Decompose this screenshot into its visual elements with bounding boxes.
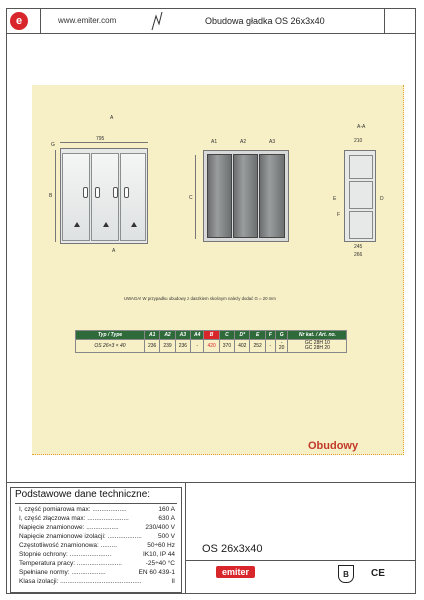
tech-data-box <box>10 487 182 593</box>
section-mid-compartment <box>349 181 373 209</box>
section-view <box>344 150 376 242</box>
door-handle-icon <box>95 187 100 198</box>
section-title: A-A <box>357 124 366 130</box>
front-height-label: B <box>49 193 53 199</box>
tech-row-label: Stopnie ochrony: ....................... <box>19 551 112 558</box>
front-door-2 <box>91 153 119 241</box>
emiter-logo-icon: e <box>10 12 28 30</box>
tech-row-value: EN 60 439-1 <box>138 569 175 576</box>
cell-a3: 236 <box>175 340 190 353</box>
section-bottom-dim-2: 266 <box>354 252 363 258</box>
cell-art-no <box>288 340 347 353</box>
side-label-a3: A3 <box>269 139 276 145</box>
section-mark-top: A <box>110 115 114 121</box>
side-panel-2 <box>233 154 258 238</box>
tech-row-value: 50÷60 Hz <box>147 542 175 549</box>
header-e: E <box>250 331 265 340</box>
footer-divider <box>6 482 416 483</box>
section-top-dim: 210 <box>354 138 363 144</box>
cell-type: OS 26×3 × 40 <box>76 340 145 353</box>
cell-a2: 239 <box>160 340 175 353</box>
side-label-a1: A1 <box>211 139 218 145</box>
tech-row-value: 160 A <box>158 506 175 513</box>
drawing-border-right <box>403 85 404 455</box>
side-height-label: C <box>189 195 193 201</box>
header-divider <box>6 33 416 34</box>
side-label-a2: A2 <box>240 139 247 145</box>
section-mark-bottom: A <box>112 248 116 254</box>
header-c: C <box>219 331 234 340</box>
section-upper-compartment <box>349 155 373 179</box>
category-label: Obudowy <box>308 440 359 452</box>
footer-inner-divider <box>185 560 416 561</box>
cell-c: 370 <box>219 340 234 353</box>
cell-a1: 236 <box>145 340 160 353</box>
front-door-3 <box>120 153 146 241</box>
cell-e: 252 <box>250 340 265 353</box>
cell-a4: - <box>191 340 204 353</box>
front-height-dim-line <box>55 150 56 242</box>
cell-f: - <box>265 340 275 353</box>
cell-d: 402 <box>235 340 250 353</box>
front-width-dim-line <box>60 142 148 143</box>
header-b: B <box>204 331 219 340</box>
drawing-note: UWAGA! W przypadku obudowy z daszkiem skośnym należy dodać G = 20 mm <box>124 296 276 301</box>
art-number-2: GC 28H 20 <box>304 345 330 351</box>
footer-vertical-divider <box>185 482 186 594</box>
tech-row-label: Napięcie znamionowe izolacji: ................... <box>19 533 142 540</box>
cell-b: 420 <box>204 340 219 353</box>
tech-row-label: I, część pomiarowa max: ................... <box>19 506 127 513</box>
tech-row-value: IK10, IP 44 <box>142 551 175 558</box>
tech-row-label: Spełniane normy: ................... <box>19 569 106 576</box>
tech-row-label: Klasa izolacji: ............................................. <box>19 578 142 585</box>
header-logo-divider <box>40 8 41 34</box>
section-label-f: F <box>337 212 341 218</box>
website-link[interactable]: www.emiter.com <box>58 16 117 25</box>
front-door-1 <box>62 153 90 241</box>
header-break-icon <box>150 10 164 32</box>
tech-row-value: -25÷40 °C <box>145 560 175 567</box>
warning-triangle-icon <box>74 222 80 227</box>
front-width-label: 795 <box>96 136 105 142</box>
header-art-no: Nr kat. / Art. no. <box>288 331 347 340</box>
art-number-1: GC 28H 10 <box>304 340 330 346</box>
door-handle-icon <box>124 187 129 198</box>
side-height-dim-line <box>195 155 196 239</box>
tech-row-label: I, część złączowa max: ....................... <box>19 515 129 522</box>
header-a2: A2 <box>160 331 175 340</box>
header-a4: A4 <box>191 331 204 340</box>
tech-data-title-underline <box>15 503 177 504</box>
door-handle-icon <box>113 187 118 198</box>
warning-triangle-icon <box>131 222 137 227</box>
drawing-border-bottom <box>32 454 404 455</box>
tech-data-title: Podstawowe dane techniczne: <box>15 489 151 500</box>
header-a3: A3 <box>175 331 190 340</box>
drawing-area <box>32 85 404 455</box>
header-d: D* <box>235 331 250 340</box>
brand-logo: emiter <box>216 566 255 578</box>
warning-triangle-icon <box>103 222 109 227</box>
tech-row-label: Częstotliwość znamionowa: ......... <box>19 542 117 549</box>
side-panel-1 <box>207 154 232 238</box>
tech-row-value: 630 A <box>158 515 175 522</box>
section-label-e: E <box>333 196 337 202</box>
header-type: Typ / Type <box>76 331 145 340</box>
ce-mark-icon: CE <box>371 567 385 579</box>
tech-row-value: II <box>171 578 175 585</box>
spec-table-header <box>76 331 347 340</box>
spec-table <box>75 330 347 353</box>
page-title: Obudowa gładka OS 26x3x40 <box>205 16 325 26</box>
header-right-divider <box>384 8 385 34</box>
tech-row-label: Napięcie znamionowe: .................. <box>19 524 119 531</box>
section-label-d: D <box>380 196 384 202</box>
tech-row-value: 230/400 V <box>145 524 175 531</box>
header-g: G <box>275 331 288 340</box>
header-a1: A1 <box>145 331 160 340</box>
table-row <box>76 340 347 353</box>
header-f: F <box>265 331 275 340</box>
cell-g: - 20 <box>275 340 288 353</box>
tech-row-value: 500 V <box>158 533 175 540</box>
front-top-offset-label: G <box>51 142 55 148</box>
b-certification-icon: B <box>338 565 354 583</box>
model-name: OS 26x3x40 <box>202 543 263 555</box>
side-panel-3 <box>259 154 285 238</box>
door-handle-icon <box>83 187 88 198</box>
section-bottom-dim-1: 245 <box>354 244 363 250</box>
tech-row-label: Temperatura pracy: ......................... <box>19 560 122 567</box>
section-lower-compartment <box>349 211 373 239</box>
front-cabinet <box>60 148 148 244</box>
